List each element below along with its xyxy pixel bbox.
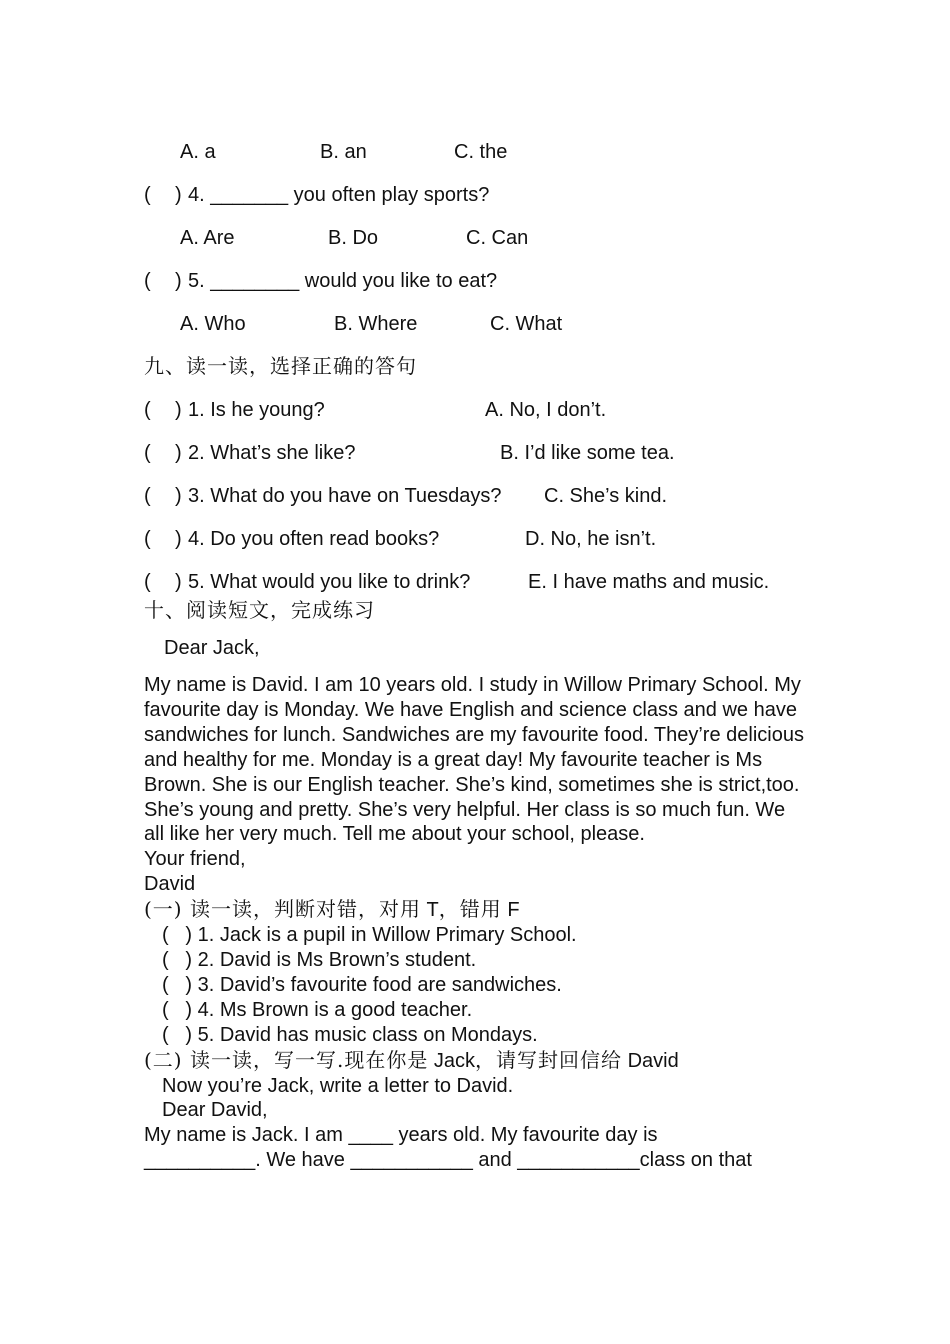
q3-option-c: C. the xyxy=(454,141,508,163)
tf-item-1-text: 1. Jack is a pupil in Willow Primary School. xyxy=(197,924,577,947)
tf-item-1-close: ) xyxy=(185,924,193,947)
s9-q1-open: ( xyxy=(144,399,151,421)
s9-q4-open: ( xyxy=(144,528,151,550)
q4-option-c: C. Can xyxy=(466,227,529,249)
s9-q1-answer: A. No, I don’t. xyxy=(485,399,607,421)
part2-jack: Jack xyxy=(433,1049,476,1072)
tf-item xyxy=(144,998,804,1023)
s9-q1-question: 1. Is he young? xyxy=(188,399,325,421)
q3-option-b: B. an xyxy=(320,141,367,163)
part1-false-mark: F xyxy=(507,899,520,922)
tf-item xyxy=(144,923,804,948)
tf-item-5-text: 5. David has music class on Mondays. xyxy=(197,1023,538,1046)
part2-line-1: My name is Jack. I am ____ years old. My favourite day is xyxy=(144,1124,658,1147)
q5-bracket-close: ) xyxy=(175,270,182,292)
tf-item-1-open: ( xyxy=(162,924,169,947)
s9-q3-question: 3. What do you have on Tuesdays? xyxy=(188,485,502,507)
s9-q2-open: ( xyxy=(144,442,151,464)
tf-item xyxy=(144,973,804,998)
s9-q1-close: ) xyxy=(175,399,182,421)
tf-item-5-open: ( xyxy=(162,1023,169,1046)
letter-greeting: Dear Jack, xyxy=(164,637,260,659)
part1-sep: ，错用 xyxy=(438,897,502,922)
tf-item-4-text: 4. Ms Brown is a good teacher. xyxy=(197,998,473,1021)
tf-item-2-close: ) xyxy=(185,948,193,971)
tf-item-3-open: ( xyxy=(162,973,169,996)
part1-true-mark: T xyxy=(426,899,439,922)
tf-item xyxy=(144,948,804,973)
part2-greeting-row xyxy=(144,1098,804,1123)
s9-q2-question: 2. What’s she like? xyxy=(188,442,356,464)
s9-q3-open: ( xyxy=(144,485,151,507)
q5-option-a: A. Who xyxy=(180,313,246,335)
q5-bracket-open: ( xyxy=(144,270,151,292)
tf-item-3-close: ) xyxy=(185,973,193,996)
part2-line-2: __________. We have ___________ and ___________class on that xyxy=(144,1149,752,1172)
s9-q4-close: ) xyxy=(175,528,182,550)
s9-q3-answer: C. She’s kind. xyxy=(544,485,668,507)
q4-bracket-open: ( xyxy=(144,184,151,206)
part2-instruction-row xyxy=(144,1074,804,1099)
section10-heading: 十、阅读短文，完成练习 xyxy=(144,598,375,622)
q4-option-b: B. Do xyxy=(328,227,379,249)
tf-item-4-open: ( xyxy=(162,998,169,1021)
s9-q4-question: 4. Do you often read books? xyxy=(188,528,440,550)
tf-item-2-text: 2. David is Ms Brown’s student. xyxy=(197,948,477,971)
s9-q4-answer: D. No, he isn’t. xyxy=(525,528,657,550)
tf-item-5-close: ) xyxy=(185,1023,193,1046)
s9-q3-close: ) xyxy=(175,485,182,507)
letter-signature: David xyxy=(144,873,196,896)
q4-stem: 4. _______ you often play sports? xyxy=(188,184,490,206)
part2-heading-cn2: ，请写封回信给 xyxy=(475,1047,623,1072)
part1-heading xyxy=(144,897,804,923)
part2-greeting: Dear David, xyxy=(162,1099,268,1122)
part1-heading-cn: (一) 读一读，判断对错，对用 xyxy=(144,897,421,922)
tf-item-3-text: 3. David’s favourite food are sandwiches. xyxy=(197,973,562,996)
s9-q5-question: 5. What would you like to drink? xyxy=(188,571,471,593)
part2-heading xyxy=(144,1048,804,1074)
tf-item-4-close: ) xyxy=(185,998,193,1021)
reading-passage xyxy=(144,673,804,1173)
part2-instruction: Now you’re Jack, write a letter to David. xyxy=(162,1074,514,1097)
part2-david: David xyxy=(627,1049,679,1072)
q3-option-a: A. a xyxy=(180,141,216,163)
q4-option-a: A. Are xyxy=(180,227,235,249)
section9-heading: 九、读一读，选择正确的答句 xyxy=(144,354,417,378)
s9-q5-close: ) xyxy=(175,571,182,593)
s9-q5-answer: E. I have maths and music. xyxy=(528,571,770,593)
part2-heading-cn: (二) 读一读，写一写.现在你是 xyxy=(144,1047,429,1072)
q5-option-b: B. Where xyxy=(334,313,418,335)
tf-item-2-open: ( xyxy=(162,948,169,971)
q5-stem: 5. ________ would you like to eat? xyxy=(188,270,498,292)
tf-item xyxy=(144,1023,804,1048)
q5-option-c: C. What xyxy=(490,313,563,335)
s9-q2-close: ) xyxy=(175,442,182,464)
letter-closing: Your friend, xyxy=(144,848,246,871)
letter-body: My name is David. I am 10 years old. I study in Willow Primary School. My favourite day is Monday. We have English and science class and we have sandwiches for lunch. Sandwiches are my favourite food. They’re delicious and healthy for me. Monday is a great day! My favourite teacher is Ms Brown. She is our English teacher. She’s kind, sometimes she is strict,too. She’s young and pretty. She’s very helpful. Her class is so much fun. We all like her very much. Tell me about your school, please. xyxy=(144,674,804,846)
s9-q2-answer: B. I’d like some tea. xyxy=(500,442,675,464)
s9-q5-open: ( xyxy=(144,571,151,593)
q4-bracket-close: ) xyxy=(175,184,182,206)
